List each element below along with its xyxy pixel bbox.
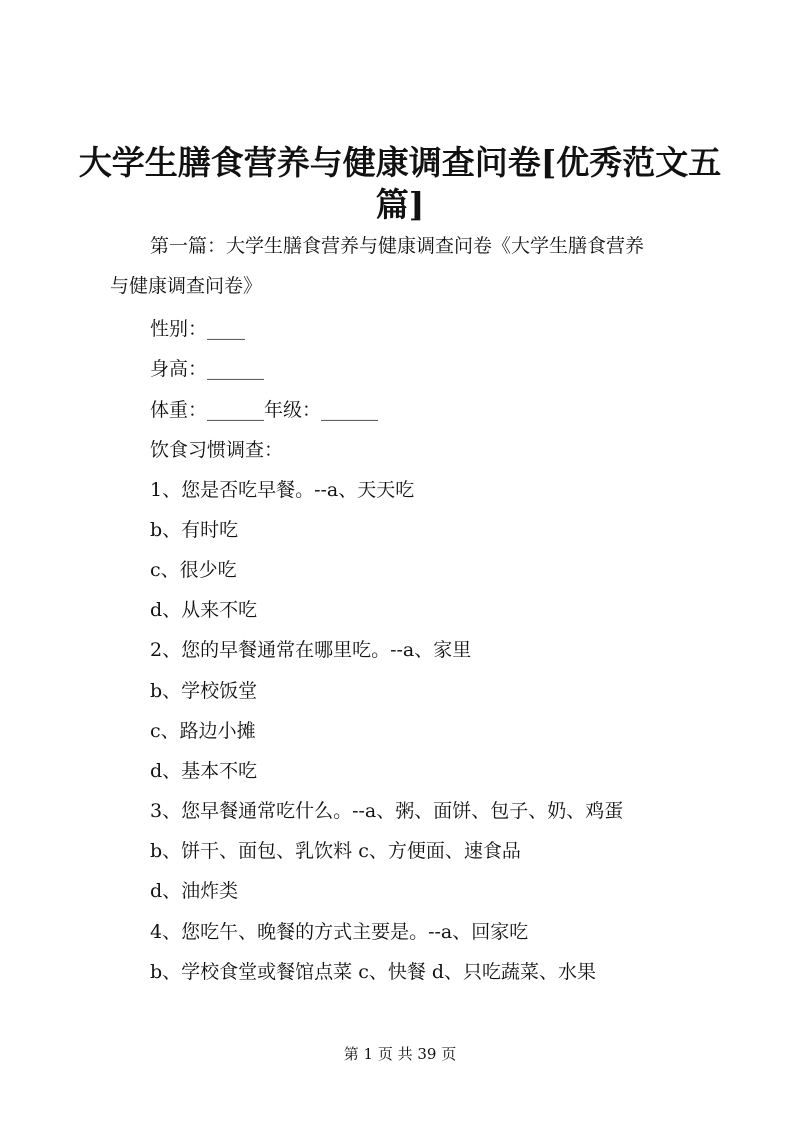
question-3-option-d: d、油炸类 <box>150 880 239 902</box>
question-2-option-c: c、路边小摊 <box>150 720 256 742</box>
question-4: 4、您吃午、晚餐的方式主要是。--a、回家吃 <box>150 921 529 943</box>
weight-grade-field-line: 体重：______年级：______ <box>150 399 379 421</box>
question-2-option-d: d、基本不吃 <box>150 760 258 782</box>
section-heading: 第一篇：大学生膳食营养与健康调查问卷《大学生膳食营养 <box>150 235 645 257</box>
question-3: 3、您早餐通常吃什么。--a、粥、面饼、包子、奶、鸡蛋 <box>150 800 624 822</box>
document-title-line-2: 篇] <box>375 185 425 224</box>
question-1: 1、您是否吃早餐。--a、天天吃 <box>150 479 415 501</box>
question-4-options-b-c-d: b、学校食堂或餐馆点菜 c、快餐 d、只吃蔬菜、水果 <box>150 961 597 983</box>
question-2-option-b: b、学校饭堂 <box>150 680 258 702</box>
question-1-option-b: b、有时吃 <box>150 519 239 541</box>
section-heading-continued: 与健康调查问卷》 <box>110 275 263 297</box>
question-3-options-b-c: b、饼干、面包、乳饮料 c、方便面、速食品 <box>150 840 521 862</box>
question-1-option-d: d、从来不吃 <box>150 599 258 621</box>
diet-habits-heading: 饮食习惯调查： <box>150 439 284 461</box>
gender-field-line: 性别：____ <box>150 318 246 340</box>
question-1-option-c: c、很少吃 <box>150 559 237 581</box>
document-title-line-1: 大学生膳食营养与健康调查问卷[优秀范文五 <box>78 143 722 182</box>
question-2: 2、您的早餐通常在哪里吃。--a、家里 <box>150 639 472 661</box>
page-number-footer: 第 1 页 共 39 页 <box>343 1045 457 1063</box>
height-field-line: 身高：______ <box>150 358 265 380</box>
